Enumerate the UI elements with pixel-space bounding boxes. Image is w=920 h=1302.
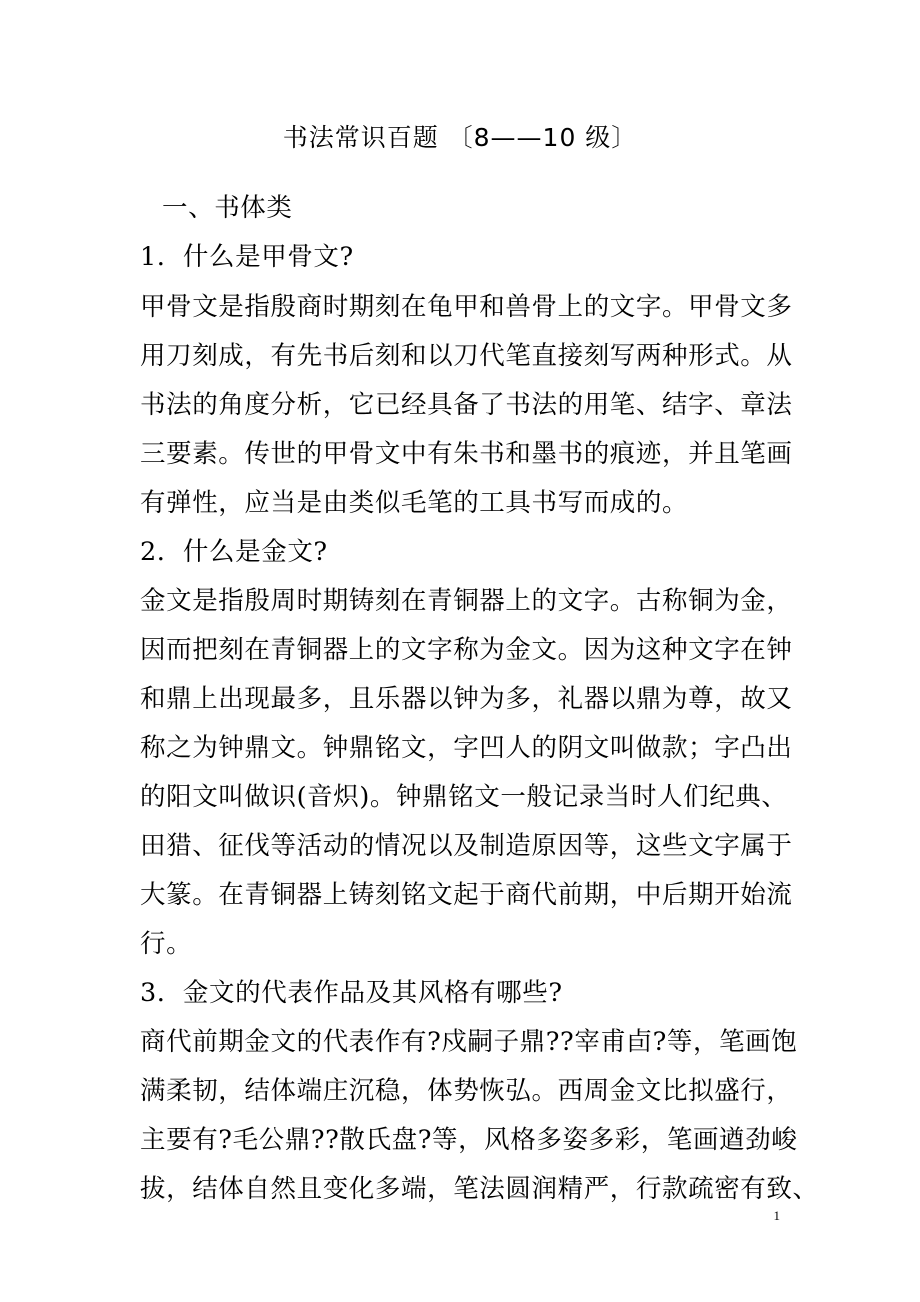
paragraph-line: 和鼎上出现最多，且乐器以钟为多，礼器以鼎为尊，故又 [140,684,793,714]
paragraph-line: 的阳文叫做识(音炽)。钟鼎铭文一般记录当时人们纪典、 [140,782,788,812]
paragraph-line: 大篆。在青铜器上铸刻铭文起于商代前期，中后期开始流 [140,880,793,910]
paragraph-line: 金文是指殷周时期铸刻在青铜器上的文字。古称铜为金， [140,586,793,616]
paragraph-line: 称之为钟鼎文。钟鼎铭文，字凹人的阴文叫做款；字凸出 [140,733,793,763]
paragraph-line: 用刀刻成，有先书后刻和以刀代笔直接刻写两种形式。从 [140,341,793,371]
paragraph-line: 拔，结体自然且变化多端，笔法圆润精严，行款疏密有致、 [140,1174,819,1204]
question-heading: 2．什么是金文? [140,537,328,567]
question-heading: 3．金文的代表作品及其风格有哪些? [140,978,563,1008]
question-heading: 1．什么是甲骨文? [140,242,354,272]
paragraph-line: 满柔韧，结体端庄沉稳，体势恢弘。西周金文比拟盛行， [140,1076,793,1106]
section-heading: 一、书体类 [162,193,293,223]
paragraph-line: 主要有?毛公鼎??散氏盘?等，风格多姿多彩，笔画遒劲峻 [140,1125,798,1155]
paragraph-line: 田猎、征伐等活动的情况以及制造原因等，这些文字属于 [140,831,793,861]
paragraph-line: 三要素。传世的甲骨文中有朱书和墨书的痕迹，并且笔画 [140,439,793,469]
page-number: 1 [773,1208,780,1223]
document-title: 书法常识百题 〔8——10 级〕 [282,123,638,152]
paragraph-line: 甲骨文是指殷商时期刻在龟甲和兽骨上的文字。甲骨文多 [140,292,793,322]
paragraph-line: 行。 [140,929,193,959]
paragraph-line: 商代前期金文的代表作有?戍嗣子鼎??宰甫卣?等，笔画饱 [140,1027,798,1057]
paragraph-line: 因而把刻在青铜器上的文字称为金文。因为这种文字在钟 [140,635,793,665]
paragraph-line: 书法的角度分析，它已经具备了书法的用笔、结字、章法 [140,390,793,420]
paragraph-line: 有弹性，应当是由类似毛笔的工具书写而成的。 [140,488,689,518]
